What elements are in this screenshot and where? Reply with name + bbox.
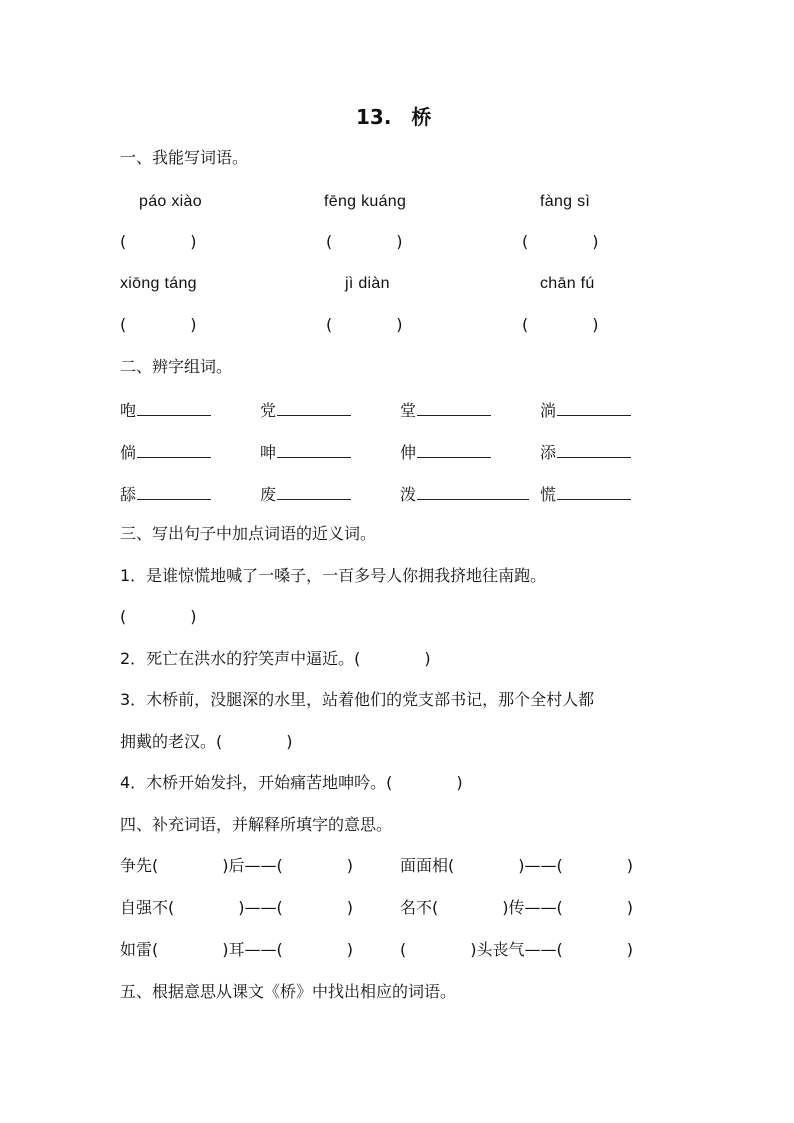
- fill-line[interactable]: [417, 441, 491, 458]
- fill-line[interactable]: [137, 399, 211, 416]
- char-item[interactable]: [120, 483, 211, 505]
- sentence-2: 2．死亡在洪水的狞笑声中逼近。( ): [120, 649, 431, 668]
- char-item[interactable]: [400, 441, 491, 463]
- pinyin-5: jì diàn: [345, 275, 390, 292]
- char-item[interactable]: [540, 441, 631, 463]
- char: 堂: [400, 401, 417, 420]
- idiom-1[interactable]: 争先( )后——( ): [120, 856, 353, 875]
- char-item[interactable]: [540, 483, 631, 505]
- char-item[interactable]: [260, 483, 351, 505]
- char-item[interactable]: [120, 441, 211, 463]
- char: 慌: [540, 485, 557, 504]
- section-heading-3: 三、写出句子中加点词语的近义词。: [120, 524, 377, 543]
- fill-line[interactable]: [557, 441, 631, 458]
- page-title: 13. 桥: [356, 105, 432, 129]
- section-heading-4: 四、补充词语，并解释所填字的意思。: [120, 815, 393, 834]
- answer-blank[interactable]: ( ): [120, 232, 197, 251]
- answer-blank[interactable]: ( ): [522, 315, 599, 334]
- fill-line[interactable]: [277, 399, 351, 416]
- char: 呻: [260, 443, 277, 462]
- idiom-6[interactable]: ( )头丧气——( ): [400, 940, 633, 959]
- fill-line[interactable]: [277, 441, 351, 458]
- fill-line[interactable]: [137, 483, 211, 500]
- fill-line[interactable]: [137, 441, 211, 458]
- char: 泼: [400, 485, 417, 504]
- section-heading-2: 二、辨字组词。: [120, 357, 233, 376]
- char-item[interactable]: [260, 399, 351, 421]
- answer-blank[interactable]: ( ): [120, 315, 197, 334]
- answer-blank[interactable]: ( ): [326, 315, 403, 334]
- section-heading-1: 一、我能写词语。: [120, 148, 249, 167]
- pinyin-6: chān fú: [540, 275, 595, 292]
- fill-line[interactable]: [417, 483, 529, 500]
- answer-blank[interactable]: ( ): [326, 232, 403, 251]
- fill-line[interactable]: [277, 483, 351, 500]
- char-item[interactable]: [400, 483, 529, 505]
- char-item[interactable]: [540, 399, 631, 421]
- char-item[interactable]: [400, 399, 491, 421]
- answer-blank[interactable]: ( ): [120, 607, 197, 626]
- fill-line[interactable]: [557, 399, 631, 416]
- sentence-3b: 拥戴的老汉。( ): [120, 732, 293, 751]
- pinyin-2: fēng kuáng: [324, 193, 407, 210]
- idiom-2[interactable]: 面面相( )——( ): [400, 856, 633, 875]
- sentence-1: 1．是谁惊慌地喊了一嗓子，一百多号人你拥我挤地往南跑。: [120, 566, 547, 585]
- section-heading-5: 五、根据意思从课文《桥》中找出相应的词语。: [120, 982, 457, 1001]
- idiom-5[interactable]: 如雷( )耳——( ): [120, 940, 353, 959]
- char: 党: [260, 401, 277, 420]
- char: 废: [260, 485, 277, 504]
- fill-line[interactable]: [417, 399, 491, 416]
- sentence-3a: 3．木桥前，没腿深的水里，站着他们的党支部书记，那个全村人都: [120, 690, 595, 709]
- char-item[interactable]: [120, 399, 211, 421]
- fill-line[interactable]: [557, 483, 631, 500]
- idiom-4[interactable]: 名不( )传——( ): [400, 898, 633, 917]
- pinyin-3: fàng sì: [540, 193, 591, 210]
- char: 伸: [400, 443, 417, 462]
- answer-blank[interactable]: ( ): [522, 232, 599, 251]
- char: 咆: [120, 401, 137, 420]
- pinyin-4: xiōng táng: [120, 275, 197, 292]
- char: 淌: [540, 401, 557, 420]
- char: 倘: [120, 443, 137, 462]
- char: 添: [540, 443, 557, 462]
- idiom-3[interactable]: 自强不( )——( ): [120, 898, 353, 917]
- pinyin-1: páo xiào: [139, 193, 202, 210]
- char-item[interactable]: [260, 441, 351, 463]
- char: 舔: [120, 485, 137, 504]
- sentence-4: 4．木桥开始发抖，开始痛苦地呻吟。( ): [120, 773, 463, 792]
